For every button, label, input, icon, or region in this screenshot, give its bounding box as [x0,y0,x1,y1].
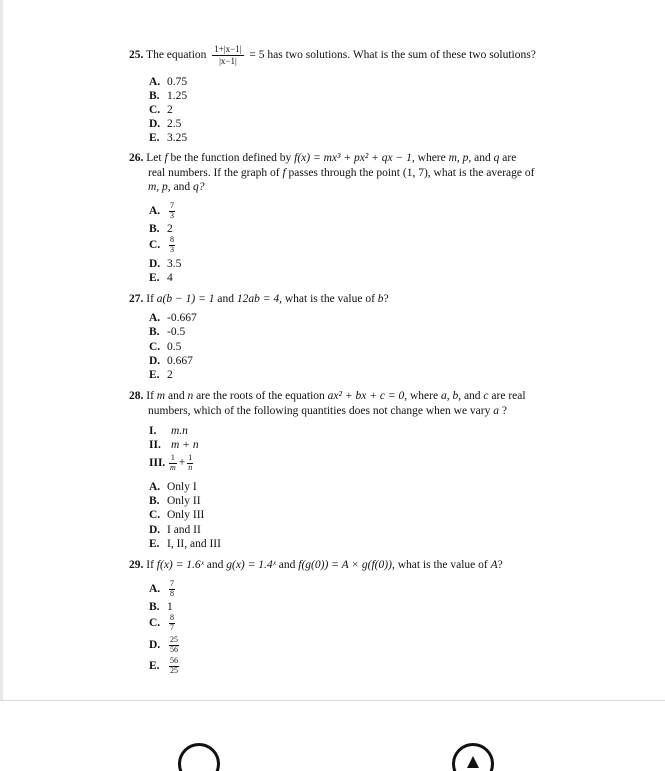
q25-option-a[interactable]: A. 0.75 [149,76,188,88]
question-number: 28. [129,390,144,402]
q29-option-c[interactable]: C. $\frac{8}{7}$ [149,613,174,632]
q27-option-b[interactable]: B. -0.5 [149,326,186,338]
fraction-numerator: 1+|x−1| [214,44,242,54]
q29-option-a[interactable]: A. $\frac{7}{8}$ [149,579,174,598]
q28-option-e[interactable]: E. I, II, and III [149,538,221,550]
q27-option-d[interactable]: D. 0.667 [149,355,193,367]
q26-option-b[interactable]: B. 2 [149,223,173,235]
q28-roman-i: I. m.n [149,425,188,437]
equation-fraction [212,44,243,67]
q28-option-b[interactable]: B. Only II [149,495,201,507]
q25-option-c[interactable]: C. 2 [149,104,173,116]
q28-option-d[interactable]: D. I and II [149,524,201,536]
question-number: 25. [129,49,144,62]
q25-option-d[interactable]: D. 2.5 [149,118,182,130]
q28-option-a[interactable]: A. Only I [149,481,197,493]
q29-option-b[interactable]: B. 1 [149,601,173,613]
q26-option-e[interactable]: E. 4 [149,272,173,284]
q27-option-e[interactable]: E. 2 [149,369,173,381]
q28-option-c[interactable]: C. Only III [149,509,205,521]
fraction-denominator: |x−1| [219,56,237,66]
question-28-stem: 28. If m and n are the roots of the equation ax² + bx + c = 0, where a, b, and c are real numbers, which of the following quantities does not change when we vary a ? [129,390,526,417]
q25-option-e[interactable]: E. 3.25 [149,132,188,144]
stem-text: The equation [146,49,207,62]
question-number: 29. [129,559,144,571]
q28-roman-ii: II. m + n [149,439,199,451]
q27-option-a[interactable]: A. -0.667 [149,312,197,324]
circle-button[interactable] [178,743,220,771]
q25-option-b[interactable]: B. 1.25 [149,90,188,102]
triangle-button[interactable] [452,743,494,771]
q26-option-a[interactable]: A. $\frac{7}{3}$ [149,201,174,220]
q28-roman-iii: III. $\frac{1}{m}$ + $\frac{1}{n}$ [149,453,193,472]
question-25-stem [129,44,589,67]
question-number: 26. [129,152,144,164]
stem-text: = 5 has two solutions. What is the sum of these two solutions? [249,49,536,62]
q27-option-c[interactable]: C. 0.5 [149,341,182,353]
q29-option-d[interactable]: D. $\frac{25}{56}$ [149,635,178,654]
question-number: 27. [129,293,144,305]
q29-option-e[interactable]: E. $\frac{56}{25}$ [149,656,178,675]
bottom-toolbar [0,700,665,771]
question-27-stem: 27. If a(b − 1) = 1 and 12ab = 4, what is the value of b? [129,293,389,305]
q26-option-c[interactable]: C. $\frac{8}{3}$ [149,235,174,254]
triangle-icon [455,746,491,771]
question-26-stem: 26. Let f be the function defined by f(x) = mx³ + px² + qx − 1, where m, p, and q are real numbers. If the graph of f passes through the point (1, 7), what is the average of m, p, and q? [129,152,535,193]
question-29-stem: 29. If f(x) = 1.6ˣ and g(x) = 1.4ˣ and f(g(0)) = A × g(f(0)), what is the value of A? [129,559,503,571]
q26-option-d[interactable]: D. 3.5 [149,258,182,270]
